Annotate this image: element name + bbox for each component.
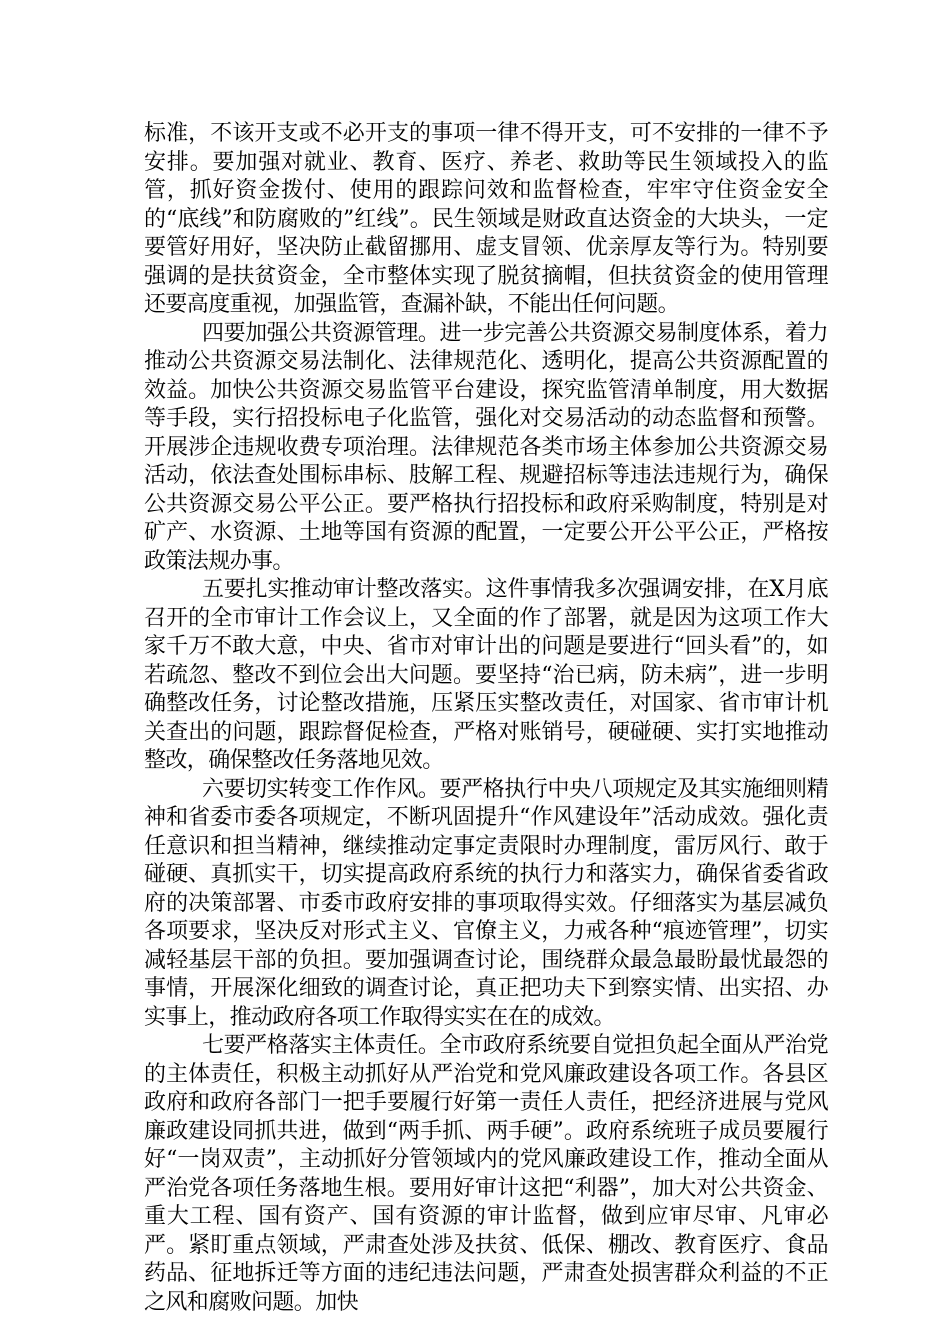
- paragraph-main-responsibility: 七要严格落实主体责任。全市政府系统要自觉担负起全面从严治党的主体责任，积极主动抓好从严治党和党风廉政建设各项工作。各县区政府和政府各部门一把手要履行好第一责任人责任，把经济进展与党风廉政建设同抓共进，做到“两手抓、两手硬”。政府系统班子成员要履行好“一岗双责”，主动抓好分管领域内的党风廉政建设工作，推动全面从严治党各项任务落地生根。要用好审计这把“利器”，加大对公共资金、重大工程、国有资产、国有资源的审计监督，做到应审尽审、凡审必严。紧盯重点领域，严肃查处涉及扶贫、低保、棚改、教育医疗、食品药品、征地拆迁等方面的违纪违法问题，严肃查处损害群众利益的不正之风和腐败问题。加快: [144, 1033, 828, 1315]
- document-page: [144, 120, 828, 1317]
- paragraph-continuation: 标准，不该开支或不必开支的事项一律不得开支，可不安排的一律不予安排。要加强对就业、教育、医疗、养老、救助等民生领域投入的监管，抓好资金拨付、使用的跟踪问效和监督检查，牢牢守住资金安全的“底线”和防腐败的”红线”。民生领域是财政直达资金的大块头，一定要管好用好，坚决防止截留挪用、虚支冒领、优亲厚友等行为。特别要强调的是扶贫资金，全市整体实现了脱贫摘帽，但扶贫资金的使用管理还要高度重视，加强监管，查漏补缺，不能出任何问题。: [144, 121, 828, 317]
- paragraph-work-style: 六要切实转变工作作风。要严格执行中央八项规定及其实施细则精神和省委市委各项规定，不断巩固提升“作风建设年”活动成效。强化责任意识和担当精神，继续推动定事定责限时办理制度，雷厉风行、敢于碰硬、真抓实干，切实提高政府系统的执行力和落实力，确保省委省政府的决策部署、市委市政府安排的事项取得实效。仔细落实为基层减负各项要求，坚决反对形式主义、官僚主义，力戒各种“痕迹管理”，切实减轻基层干部的负担。要加强调查讨论，围绕群众最急最盼最忧最怨的事情，开展深化细致的调查讨论，真正把功夫下到察实情、出实招、办实事上，推动政府各项工作取得实实在在的成效。: [144, 776, 828, 1030]
- paragraph-public-resources: 四要加强公共资源管理。进一步完善公共资源交易制度体系，着力推动公共资源交易法制化、法律规范化、透明化，提高公共资源配置的效益。加快公共资源交易监管平台建设，探究监管清单制度，用大数据等手段，实行招投标电子化监管，强化对交易活动的动态监督和预警。开展涉企违规收费专项治理。法律规范各类市场主体参加公共资源交易活动，依法查处围标串标、肢解工程、规避招标等违法违规行为，确保公共资源交易公平公正。要严格执行招投标和政府采购制度，特别是对矿产、水资源、土地等国有资源的配置，一定要公开公平公正，严格按政策法规办事。: [144, 320, 828, 574]
- paragraph-audit-rectification: 五要扎实推动审计整改落实。这件事情我多次强调安排，在X月底召开的全市审计工作会议上，又全面的作了部署，就是因为这项工作大家千万不敢大意，中央、省市对审计出的问题是要进行“回头看”的，如若疏忽、整改不到位会出大问题。要坚持“治已病，防未病”，进一步明确整改任务，讨论整改措施，压紧压实整改责任，对国家、省市审计机关查出的问题，跟踪督促检查，严格对账销号，硬碰硬、实打实地推动整改，确保整改任务落地见效。: [144, 577, 828, 773]
